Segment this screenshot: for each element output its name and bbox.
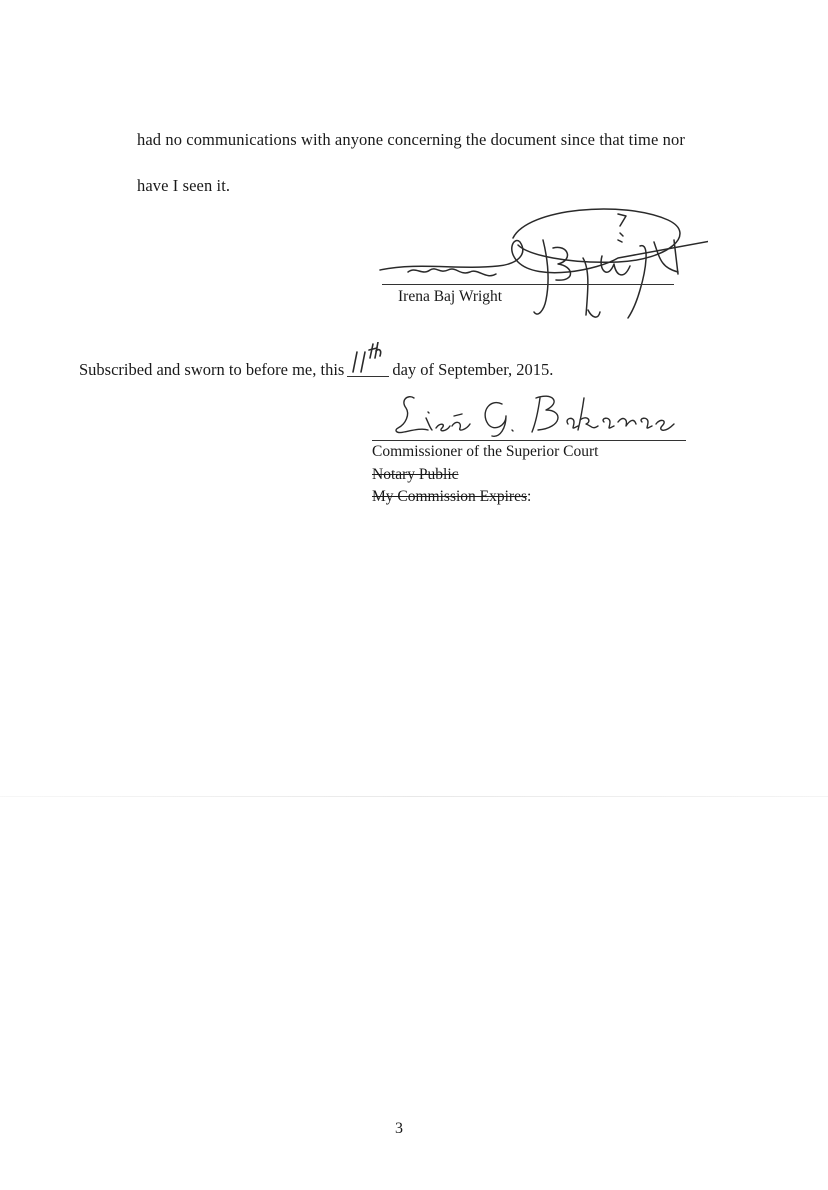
notary-public-struck: Notary Public <box>372 466 459 483</box>
page-number: 3 <box>395 1120 403 1137</box>
commissioner-signature <box>392 388 682 438</box>
commissioner-title: Commissioner of the Superior Court <box>372 443 599 460</box>
jurat-day-handwritten <box>347 354 389 377</box>
affiant-name: Irena Baj Wright <box>398 288 503 305</box>
affiant-signature <box>378 200 708 325</box>
jurat-suffix: day of September, 2015. <box>392 360 554 379</box>
jurat-line <box>79 354 553 380</box>
affiant-signature-rule <box>382 284 674 285</box>
body-text-line: had no communications with anyone concerning the document since that time nor <box>137 130 685 149</box>
scan-artifact <box>0 796 828 797</box>
jurat-prefix: Subscribed and sworn to before me, this <box>79 360 345 379</box>
body-text-line: have I seen it. <box>137 176 231 195</box>
commissioner-signature-rule <box>372 440 686 441</box>
commission-expires-struck: My Commission Expires: <box>372 488 532 505</box>
